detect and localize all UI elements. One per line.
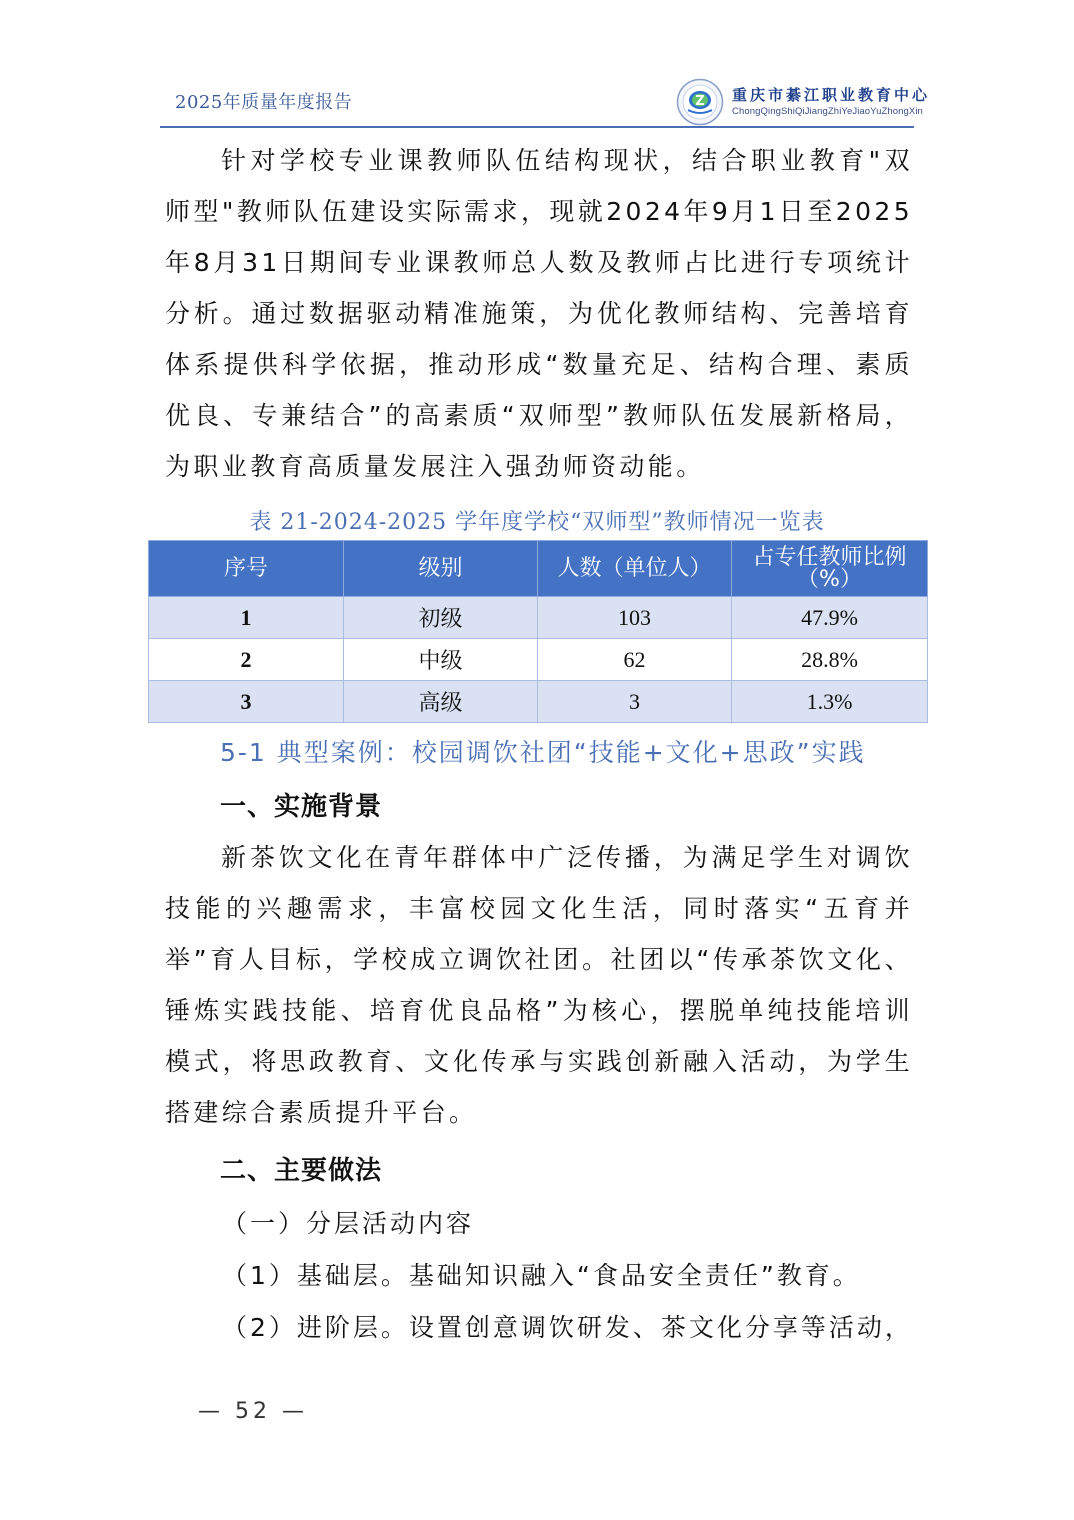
section-heading-background: 一、实施背景	[220, 792, 383, 822]
case-title: 5-1 典型案例：校园调饮社团“技能+文化+思政”实践	[220, 738, 866, 767]
cell-ratio: 47.9%	[732, 597, 928, 639]
table-row	[149, 639, 928, 681]
cell-ratio: 28.8%	[732, 639, 928, 681]
dual-teacher-table	[148, 540, 928, 723]
page-number: — 52 —	[198, 1399, 308, 1424]
list-item-advanced-layer: （2）进阶层。设置创意调饮研发、茶文化分享等活动，	[222, 1313, 913, 1342]
org-name-en: ChongQingShiQiJiangZhiYeJiaoYuZhongXin	[732, 106, 923, 117]
column-header: 级别	[344, 541, 538, 597]
cell-level: 中级	[344, 639, 538, 681]
list-item-basic-layer: （1）基础层。基础知识融入“食品安全责任”教育。	[222, 1261, 861, 1290]
table-row	[149, 681, 928, 723]
table-header-row	[149, 541, 928, 597]
school-emblem-icon	[676, 78, 724, 126]
cell-no: 1	[149, 597, 344, 639]
cell-level: 高级	[344, 681, 538, 723]
subheading-layered-activities: （一）分层活动内容	[222, 1209, 475, 1238]
intro-paragraph: 针对学校专业课教师队伍结构现状，结合职业教育"双师型"教师队伍建设实际需求，现就2024年9月1日至2025年8月31日期间专业课教师总人数及教师占比进行专项统计分析。通过数据驱动精准施策，为优化教师结构、完善培育体系提供科学依据，推动形成“数量充足、结构合理、素质优良、专兼结合”的高素质“双师型”教师队伍发展新格局，为职业教育高质量发展注入强劲师资动能。	[165, 146, 913, 481]
table-row	[149, 597, 928, 639]
section-heading-methods: 二、主要做法	[220, 1156, 383, 1186]
table-caption: 表 21-2024-2025 学年度学校“双师型”教师情况一览表	[249, 510, 825, 535]
background-paragraph: 新茶饮文化在青年群体中广泛传播，为满足学生对调饮技能的兴趣需求，丰富校园文化生活，同时落实“五育并举”育人目标，学校成立调饮社团。社团以“传承茶饮文化、锤炼实践技能、培育优良品格”为核心，摆脱单纯技能培训模式，将思政教育、文化传承与实践创新融入活动，为学生搭建综合素质提升平台。	[165, 843, 913, 1127]
report-title: 2025年质量年度报告	[175, 92, 353, 113]
cell-no: 3	[149, 681, 344, 723]
cell-count: 3	[538, 681, 732, 723]
header-divider	[160, 126, 914, 128]
column-header: 人数（单位人）	[538, 541, 732, 597]
column-header: 占专任教师比例（%）	[732, 541, 928, 597]
column-header: 序号	[149, 541, 344, 597]
cell-count: 103	[538, 597, 732, 639]
org-name-cn: 重庆市綦江职业教育中心	[732, 86, 931, 104]
cell-ratio: 1.3%	[732, 681, 928, 723]
svg-text:Z: Z	[695, 94, 705, 109]
cell-count: 62	[538, 639, 732, 681]
cell-no: 2	[149, 639, 344, 681]
cell-level: 初级	[344, 597, 538, 639]
